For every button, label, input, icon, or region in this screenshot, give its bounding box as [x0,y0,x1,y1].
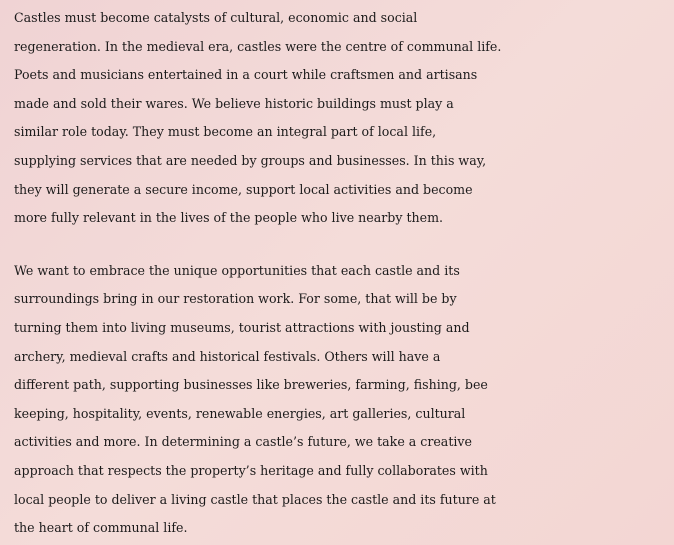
text-line: supplying services that are needed by groups and businesses. In this way, [14,152,487,168]
text-line: archery, medieval crafts and historical festivals. Others will have a [14,348,441,364]
paragraph-1 [14,4,674,233]
text-line: the heart of communal life. [14,520,188,536]
paragraph-2 [14,257,674,543]
text-line: turning them into living museums, tourist attractions with jousting and [14,319,470,335]
text-line: they will generate a secure income, support local activities and become [14,181,473,197]
text-line: local people to deliver a living castle that places the castle and its future at [14,491,496,507]
text-line: made and sold their wares. We believe historic buildings must play a [14,95,454,111]
text-line: surroundings bring in our restoration work. For some, that will be by [14,291,457,307]
text-line: We want to embrace the unique opportunities that each castle and its [14,262,460,278]
text-line: Castles must become catalysts of cultural, economic and social [14,10,418,25]
text-line: regeneration. In the medieval era, castles were the centre of communal life. [14,38,502,54]
text-line: different path, supporting businesses like breweries, farming, fishing, bee [14,377,488,393]
text-line: Poets and musicians entertained in a court while craftsmen and artisans [14,67,478,83]
text-line: keeping, hospitality, events, renewable energies, art galleries, cultural [14,405,466,421]
text-line: similar role today. They must become an integral part of local life, [14,124,437,140]
text-line: more fully relevant in the lives of the people who live nearby them. [14,210,444,226]
text-line: activities and more. In determining a castle’s future, we take a creative [14,434,472,450]
text-line: approach that respects the property’s heritage and fully collaborates with [14,462,488,478]
